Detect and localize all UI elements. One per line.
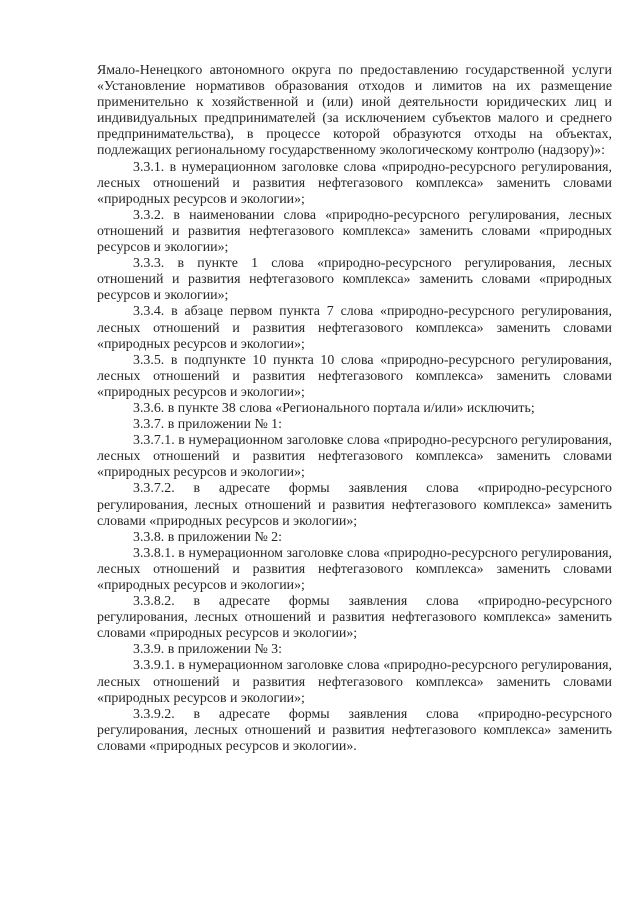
paragraph-3-3-5: 3.3.5. в подпункте 10 пункта 10 слова «природно-ресурсного регулирования, лесных отношений и развития нефтегазового комплекса» заменить словами «природных ресурсов и экологии»; — [97, 352, 612, 400]
paragraph-3-3-8-1: 3.3.8.1. в нумерационном заголовке слова «природно-ресурсного регулирования, лесных отношений и развития нефтегазового комплекса» заменить словами «природных ресурсов и экологии»; — [97, 545, 612, 593]
paragraph-3-3-6: 3.3.6. в пункте 38 слова «Регионального портала и/или» исключить; — [133, 400, 535, 416]
paragraph-3-3-9: 3.3.9. в приложении № 3: — [133, 642, 282, 658]
paragraph-3-3-9-1: 3.3.9.1. в нумерационном заголовке слова «природно-ресурсного регулирования, лесных отношений и развития нефтегазового комплекса» заменить словами «природных ресурсов и экологии»; — [97, 658, 612, 706]
paragraph-3-3-3: 3.3.3. в пункте 1 слова «природно-ресурсного регулирования, лесных отношений и развития нефтегазового комплекса» заменить словами «природных ресурсов и экологии»; — [97, 256, 612, 304]
paragraph-3-3-9-2: 3.3.9.2. в адресате формы заявления слова «природно-ресурсного регулирования, лесных отношений и развития нефтегазового комплекса» заменить словами «природных ресурсов и экологии». — [97, 706, 612, 754]
paragraph-3-3-7: 3.3.7. в приложении № 1: — [133, 417, 282, 433]
paragraph-3-3-8: 3.3.8. в приложении № 2: — [133, 529, 282, 545]
paragraph-3-3-2: 3.3.2. в наименовании слова «природно-ресурсного регулирования, лесных отношений и развития нефтегазового комплекса» заменить словами «природных ресурсов и экологии»; — [97, 207, 612, 256]
paragraph-3-3-1: 3.3.1. в нумерационном заголовке слова «природно-ресурсного регулирования, лесных отношений и развития нефтегазового комплекса» заменить словами «природных ресурсов и экологии»; — [97, 159, 612, 207]
paragraph-3-3-8-2: 3.3.8.2. в адресате формы заявления слова «природно-ресурсного регулирования, лесных отношений и развития нефтегазового комплекса» заменить словами «природных ресурсов и экологии»; — [97, 594, 612, 642]
paragraph-3-3-4: 3.3.4. в абзаце первом пункта 7 слова «природно-ресурсного регулирования, лесных отношений и развития нефтегазового комплекса» заменить словами «природных ресурсов и экологии»; — [97, 304, 612, 352]
paragraph-3-3-7-1: 3.3.7.1. в нумерационном заголовке слова «природно-ресурсного регулирования, лесных отношений и развития нефтегазового комплекса» заменить словами «природных ресурсов и экологии»; — [97, 433, 612, 481]
document-body — [97, 63, 612, 755]
paragraph-intro: Ямало-Ненецкого автономного округа по предоставлению государственной услуги «Установление нормативов образования отходов и лимитов на их размещение применительно к хозяйственной и (или) иной деятельности юридических лиц и индивидуальных предпринимателей (за исключением субъектов малого и среднего предпринимательства), в процессе которой образуются отходы на объектах, подлежащих региональному государственному экологическому контролю (надзору)»: — [97, 63, 612, 159]
paragraph-3-3-7-2: 3.3.7.2. в адресате формы заявления слова «природно-ресурсного регулирования, лесных отношений и развития нефтегазового комплекса» заменить словами «природных ресурсов и экологии»; — [97, 481, 612, 529]
